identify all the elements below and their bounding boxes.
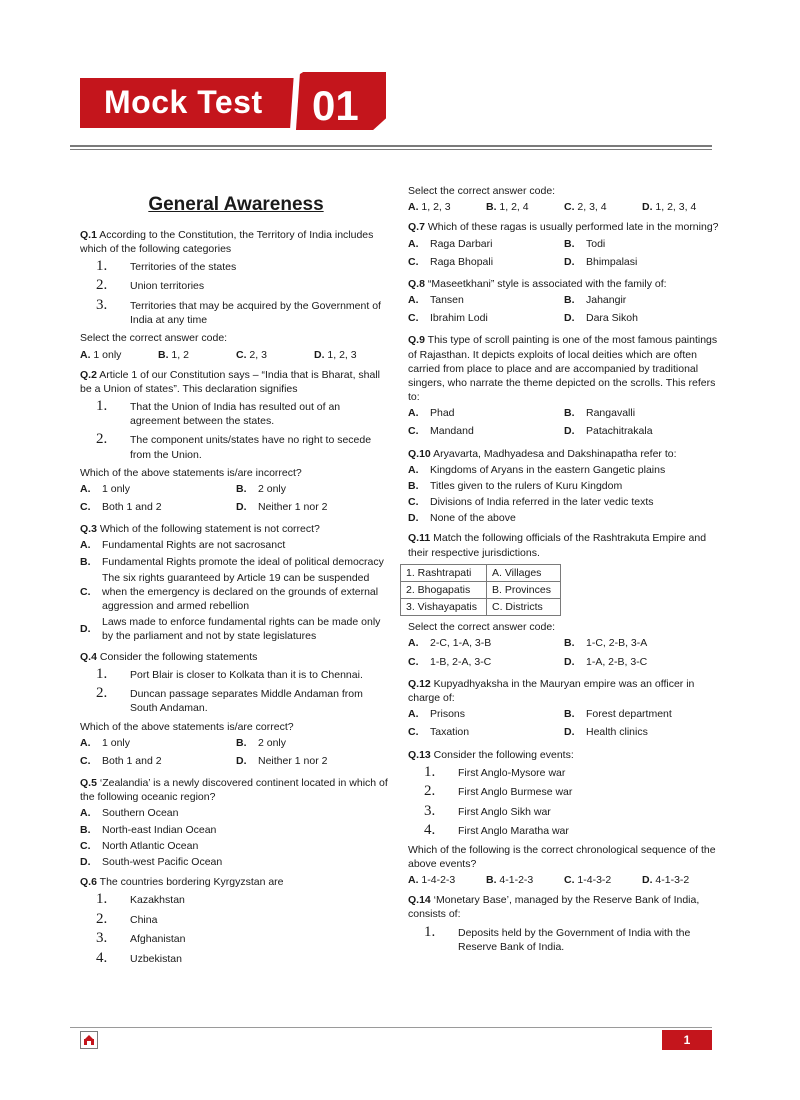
- option-d[interactable]: D. Patachitrakala: [564, 425, 653, 438]
- option-d[interactable]: D. 1, 2, 3: [314, 348, 357, 361]
- option-a[interactable]: A. 1, 2, 3: [408, 201, 451, 214]
- statement-item: 3. Territories that may be acquired by the Government of India at any time: [96, 296, 381, 327]
- option-a[interactable]: A. Raga Darbari: [408, 237, 493, 250]
- option-a[interactable]: A. Prisons: [408, 708, 466, 721]
- answer-options: [408, 293, 720, 327]
- question-text: According to the Constitution, the Territory of India includes which of the following categories: [80, 228, 374, 255]
- question-label: Q.1: [80, 228, 97, 241]
- question-11: [408, 531, 720, 670]
- question-text: This type of scroll painting is one of the most famous paintings of Rajasthan. It depicts exploits of local deities which are often carried from place to place and are accompanied by traditional singers, who narrate the theme depicted on the scrolls. This refers to:: [408, 334, 718, 404]
- answer-options: [408, 406, 720, 440]
- question-7: [408, 220, 720, 271]
- question-label: Q.6: [80, 876, 97, 889]
- answer-options: [80, 736, 392, 770]
- question-text: The countries bordering Kyrgyzstan are: [96, 876, 284, 889]
- answer-options: [408, 873, 720, 887]
- question-text: ‘Zealandia’ is a newly discovered continent located in which of the following oceanic region?: [80, 777, 388, 804]
- question-text: Consider the following statements: [96, 650, 258, 663]
- option-a[interactable]: A. Kingdoms of Aryans in the eastern Gangetic plains: [408, 463, 666, 476]
- statement-item: 4. First Anglo Maratha war: [424, 822, 569, 839]
- table-row: 3. Vishayapatis C. Districts: [401, 599, 561, 616]
- option-d[interactable]: D. 4-1-3-2: [642, 874, 690, 887]
- answer-prompt: Which of the above statements is/are correct?: [80, 720, 294, 733]
- statement-item: 1. First Anglo-Mysore war: [424, 763, 566, 780]
- question-text: Article 1 of our Constitution says – “India that is Bharat, shall be a Union of states”. This declaration signifies: [80, 368, 380, 395]
- left-column: [80, 186, 392, 972]
- answer-prompt: Which of the above statements is/are incorrect?: [80, 466, 302, 479]
- statement-item: 2. The component units/states have no right to secede from the Union.: [96, 431, 372, 461]
- statement-item: 1. Port Blair is closer to Kolkata than it is to Chennai.: [96, 665, 363, 682]
- option-c[interactable]: C. Taxation: [408, 726, 470, 739]
- option-c[interactable]: C. 1-4-3-2: [564, 874, 612, 887]
- option-c[interactable]: C. Mandand: [408, 425, 474, 438]
- question-label: Q.7: [408, 221, 425, 234]
- option-b[interactable]: B. 4-1-2-3: [486, 874, 534, 887]
- option-c[interactable]: C. Raga Bhopali: [408, 255, 494, 268]
- option-b[interactable]: B. Rangavalli: [564, 407, 636, 420]
- option-d[interactable]: D. None of the above: [408, 512, 516, 525]
- question-label: Q.11: [408, 532, 431, 545]
- option-d[interactable]: D. 1-A, 2-B, 3-C: [564, 655, 648, 668]
- option-d[interactable]: D. Neither 1 nor 2: [236, 501, 328, 514]
- option-a[interactable]: A. Phad: [408, 407, 455, 420]
- page-number: 1: [662, 1030, 712, 1050]
- question-label: Q.12: [408, 677, 431, 690]
- option-b[interactable]: B. 1-C, 2-B, 3-A: [564, 637, 648, 650]
- option-b[interactable]: B. Jahangir: [564, 294, 627, 307]
- question-label: Q.2: [80, 368, 97, 381]
- question-label: Q.13: [408, 748, 431, 761]
- statement-item: 1. That the Union of India has resulted out of an agreement between the states.: [96, 398, 341, 428]
- question-text: Consider the following events:: [430, 748, 574, 761]
- statement-item: 1. Territories of the states: [96, 257, 237, 274]
- option-d[interactable]: D. Dara Sikoh: [564, 312, 638, 325]
- answer-options: [80, 538, 392, 643]
- match-table: [400, 564, 561, 617]
- statement-item: 2. Union territories: [96, 277, 205, 294]
- option-c[interactable]: C. Both 1 and 2: [80, 501, 162, 514]
- option-b[interactable]: B. North-east Indian Ocean: [80, 823, 217, 836]
- question-9: [408, 333, 720, 440]
- question-2: [80, 368, 392, 517]
- option-b[interactable]: B. Forest department: [564, 708, 672, 721]
- statement-item: 2. China: [96, 910, 158, 927]
- question-label: Q.5: [80, 777, 97, 790]
- option-b[interactable]: B. 2 only: [236, 736, 287, 749]
- question-13: [408, 748, 720, 888]
- statement-item: 1. Kazakhstan: [96, 891, 185, 908]
- option-c[interactable]: C. 2, 3: [236, 348, 267, 361]
- right-column: [408, 184, 720, 960]
- option-d[interactable]: D. Laws made to enforce fundamental rights can be made only by the parliament and not by state legislatures: [80, 616, 381, 643]
- answer-prompt: Which of the following is the correct chronological sequence of the above events?: [408, 843, 716, 870]
- statement-item: 4. Uzbekistan: [96, 949, 182, 966]
- banner-number: 01: [312, 82, 359, 129]
- statement-item: 3. Afghanistan: [96, 930, 186, 947]
- option-a[interactable]: A. Tansen: [408, 294, 464, 307]
- answer-prompt: Select the correct answer code:: [408, 185, 556, 197]
- question-text: Which of the following statement is not correct?: [96, 523, 320, 536]
- section-title: General Awareness: [148, 194, 324, 215]
- question-label: Q.10: [408, 447, 431, 460]
- option-c[interactable]: C. The six rights guaranteed by Article 19 can be suspended when the emergency is declared on the grounds of external aggression and armed rebellion: [80, 571, 379, 613]
- option-d[interactable]: D. Neither 1 nor 2: [236, 754, 328, 767]
- option-c[interactable]: C. North Atlantic Ocean: [80, 839, 199, 852]
- question-1: [80, 228, 392, 362]
- statement-item: 1. Deposits held by the Government of India with the Reserve Bank of India.: [424, 923, 691, 953]
- answer-options: [408, 636, 720, 670]
- option-c[interactable]: C. 1-B, 2-A, 3-C: [408, 655, 492, 668]
- table-row: 1. Rashtrapati A. Villages: [401, 564, 561, 581]
- option-a[interactable]: A. 1 only: [80, 482, 131, 495]
- option-b[interactable]: B. Titles given to the rulers of Kuru Kingdom: [408, 479, 623, 492]
- logo-mark-icon: [82, 1033, 96, 1047]
- question-5: [80, 776, 392, 869]
- question-text: Which of these ragas is usually performed late in the morning?: [424, 221, 719, 234]
- statement-item: 2. Duncan passage separates Middle Andaman from South Andaman.: [96, 685, 363, 715]
- answer-options: [80, 348, 392, 362]
- question-text: “Maseetkhani” style is associated with the family of:: [424, 277, 667, 290]
- answer-options: [408, 200, 720, 214]
- option-a[interactable]: A. Southern Ocean: [80, 807, 179, 820]
- option-b[interactable]: B. 1, 2: [158, 348, 189, 361]
- option-a[interactable]: A. 1-4-2-3: [408, 874, 456, 887]
- question-text: Match the following officials of the Rashtrakuta Empire and their respective jurisdictions.: [408, 532, 707, 559]
- question-label: Q.4: [80, 650, 97, 663]
- banner-title: Mock Test: [104, 84, 263, 120]
- header-rule: [70, 145, 712, 150]
- answer-options: [408, 237, 720, 271]
- answer-options: [80, 482, 392, 516]
- question-text: Kupyadhyaksha in the Mauryan empire was an officer in charge of:: [408, 677, 695, 704]
- question-6-answers: [408, 184, 720, 214]
- publisher-logo-icon: [80, 1031, 98, 1049]
- footer-rule: [70, 1027, 712, 1028]
- question-6: [80, 875, 392, 966]
- option-d[interactable]: D. Health clinics: [564, 726, 648, 739]
- answer-options: [408, 707, 720, 741]
- answer-prompt: Select the correct answer code:: [80, 332, 228, 345]
- option-b[interactable]: B. 2 only: [236, 482, 287, 495]
- question-3: [80, 522, 392, 643]
- statement-item: 3. First Anglo Sikh war: [424, 802, 551, 819]
- answer-prompt: Select the correct answer code:: [408, 621, 556, 634]
- option-c[interactable]: C. 2, 3, 4: [564, 201, 607, 214]
- question-label: Q.3: [80, 523, 97, 536]
- question-label: Q.8: [408, 277, 425, 290]
- option-a[interactable]: A. 2-C, 1-A, 3-B: [408, 637, 492, 650]
- question-14: [408, 893, 720, 954]
- table-row: 2. Bhogapatis B. Provinces: [401, 581, 561, 598]
- option-b[interactable]: B. Fundamental Rights promote the ideal of political democracy: [80, 555, 384, 568]
- option-a[interactable]: A. Fundamental Rights are not sacrosanct: [80, 539, 286, 552]
- option-c[interactable]: C. Ibrahim Lodi: [408, 312, 488, 325]
- answer-options: [408, 463, 720, 526]
- statement-item: 2. First Anglo Burmese war: [424, 783, 573, 800]
- option-b[interactable]: B. 1, 2, 4: [486, 201, 529, 214]
- question-text: Aryavarta, Madhyadesa and Dakshinapatha refer to:: [430, 447, 677, 460]
- mock-test-banner: [80, 72, 386, 130]
- option-d[interactable]: D. Bhimpalasi: [564, 255, 638, 268]
- answer-options: [80, 806, 392, 869]
- question-4: [80, 650, 392, 771]
- option-d[interactable]: D. South-west Pacific Ocean: [80, 855, 223, 868]
- option-d[interactable]: D. 1, 2, 3, 4: [642, 201, 697, 214]
- option-a[interactable]: A. 1 only: [80, 736, 131, 749]
- option-b[interactable]: B. Todi: [564, 237, 606, 250]
- option-a[interactable]: A. 1 only: [80, 348, 122, 361]
- question-label: Q.9: [408, 334, 425, 347]
- question-10: [408, 447, 720, 526]
- question-8: [408, 277, 720, 328]
- question-text: ‘Monetary Base’, managed by the Reserve Bank of India, consists of:: [408, 894, 700, 921]
- question-12: [408, 677, 720, 742]
- option-c[interactable]: C. Both 1 and 2: [80, 754, 162, 767]
- option-c[interactable]: C. Divisions of India referred in the later vedic texts: [408, 496, 654, 509]
- question-label: Q.14: [408, 894, 431, 907]
